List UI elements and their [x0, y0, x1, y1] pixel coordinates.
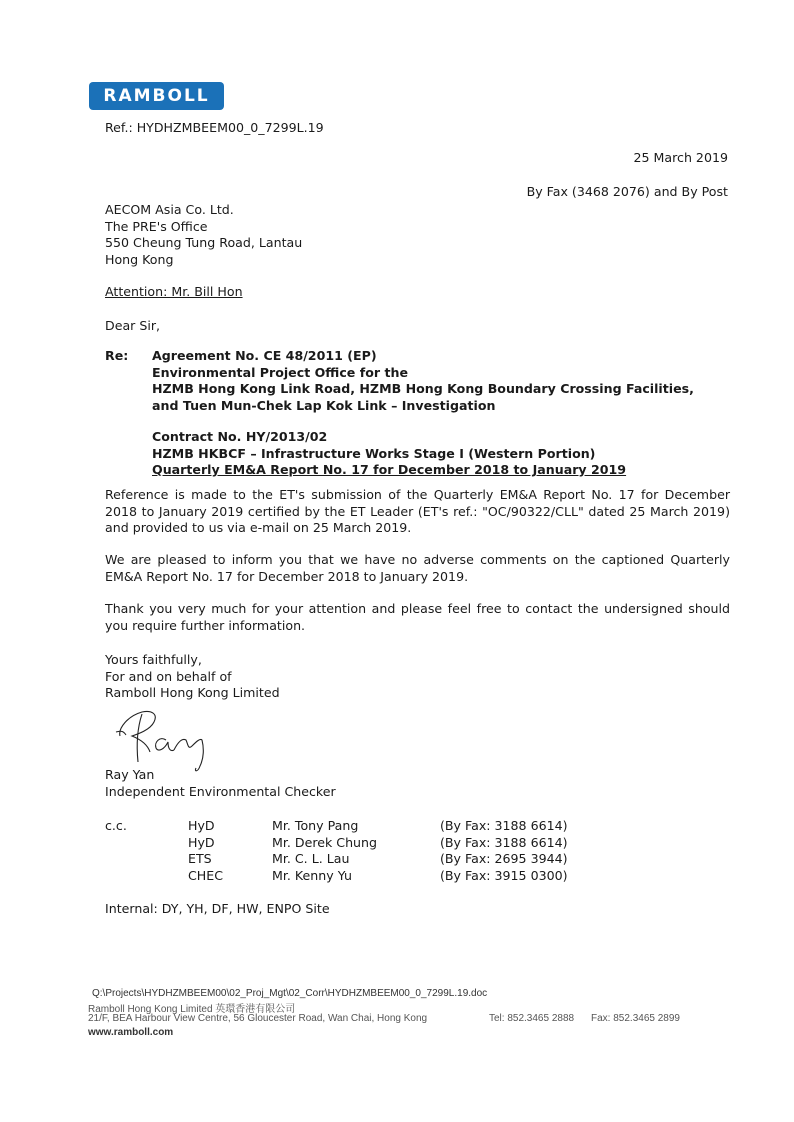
- subject-block: [152, 348, 694, 479]
- footer-company: Ramboll Hong Kong Limited 英環香港有限公司: [88, 1004, 296, 1015]
- delivery-method: By Fax (3468 2076) and By Post: [526, 184, 728, 199]
- closing-line: Yours faithfully,: [105, 652, 202, 667]
- cc-org: HyD: [188, 834, 215, 850]
- address-line: The PRE's Office: [105, 218, 208, 234]
- company-logo: [89, 82, 224, 110]
- cc-list: [0, 818, 794, 888]
- footer-website: www.ramboll.com: [88, 1027, 174, 1038]
- closing-line: Ramboll Hong Kong Limited: [105, 685, 280, 700]
- cc-row: [0, 851, 600, 868]
- cc-row: [0, 818, 600, 835]
- cc-org: ETS: [188, 851, 212, 866]
- cc-fax: (By Fax: 2695 3944): [440, 851, 568, 866]
- file-path: Q:\Projects\HYDHZMBEEM00\02_Proj_Mgt\02_Corr\HYDHZMBEEM00_0_7299L.19.doc: [92, 988, 488, 999]
- subject-line: HZMB Hong Kong Link Road, HZMB Hong Kong Boundary Crossing Facilities,: [152, 381, 694, 396]
- logo-text: RAMBOLL: [103, 86, 210, 106]
- recipient-address: [105, 202, 302, 268]
- body-paragraph: Thank you very much for your attention and please feel free to contact the undersigned should you require further information.: [105, 601, 730, 633]
- footer-fax: Fax: 852.3465 2899: [591, 1013, 680, 1024]
- footer-address: 21/F, BEA Harbour View Centre, 56 Gloucester Road, Wan Chai, Hong Kong: [88, 1013, 428, 1024]
- closing-line: For and on behalf of: [105, 668, 232, 684]
- letter-date: 25 March 2019: [633, 150, 728, 165]
- reference-number: Ref.: HYDHZMBEEM00_0_7299L.19: [105, 120, 324, 135]
- cc-name: Mr. Derek Chung: [272, 834, 378, 850]
- contract-number: Contract No. HY/2013/02: [152, 429, 328, 444]
- cc-name: Mr. Tony Pang: [272, 818, 359, 833]
- body-paragraph: Reference is made to the ET's submission of the Quarterly EM&A Report No. 17 for December 2018 to January 2019 certified by the ET Leader (ET's ref.: "OC/90322/CLL" dated 25 March 2019) and provided to us via e-mail on 25 March 2019.: [105, 487, 730, 536]
- subject-line: Environmental Project Office for the: [152, 364, 408, 380]
- address-line: Hong Kong: [105, 251, 174, 267]
- cc-name: Mr. Kenny Yu: [272, 867, 352, 883]
- internal-distribution: Internal: DY, YH, DF, HW, ENPO Site: [105, 901, 330, 916]
- cc-row: [0, 868, 600, 885]
- signer-name: Ray Yan: [105, 767, 155, 782]
- address-line: 550 Cheung Tung Road, Lantau: [105, 235, 303, 250]
- cc-label: c.c.: [105, 818, 127, 833]
- report-title: Quarterly EM&A Report No. 17 for December 2018 to January 2019: [152, 462, 627, 477]
- cc-fax: (By Fax: 3188 6614): [440, 818, 568, 833]
- body-paragraph: We are pleased to inform you that we have no adverse comments on the captioned Quarterly EM&A Report No. 17 for December 2018 to January 2019.: [105, 552, 730, 584]
- cc-row: [0, 835, 600, 852]
- closing-block: [105, 652, 280, 702]
- signer-title: Independent Environmental Checker: [105, 783, 336, 799]
- cc-fax: (By Fax: 3915 0300): [440, 867, 568, 883]
- cc-org: CHEC: [188, 867, 224, 883]
- cc-org: HyD: [188, 818, 215, 833]
- handwritten-signature: [108, 702, 228, 777]
- cc-fax: (By Fax: 3188 6614): [440, 834, 568, 850]
- salutation: Dear Sir,: [105, 318, 161, 333]
- footer-tel: Tel: 852.3465 2888: [489, 1013, 575, 1024]
- works-title: HZMB HKBCF – Infrastructure Works Stage I (Western Portion): [152, 445, 596, 461]
- subject-line: Agreement No. CE 48/2011 (EP): [152, 348, 377, 363]
- attention-line: Attention: Mr. Bill Hon: [105, 284, 243, 299]
- subject-line: and Tuen Mun-Chek Lap Kok Link – Investigation: [152, 397, 496, 413]
- signer-block: [105, 767, 336, 800]
- cc-name: Mr. C. L. Lau: [272, 851, 350, 866]
- re-label: Re:: [105, 348, 129, 363]
- address-line: AECOM Asia Co. Ltd.: [105, 202, 234, 217]
